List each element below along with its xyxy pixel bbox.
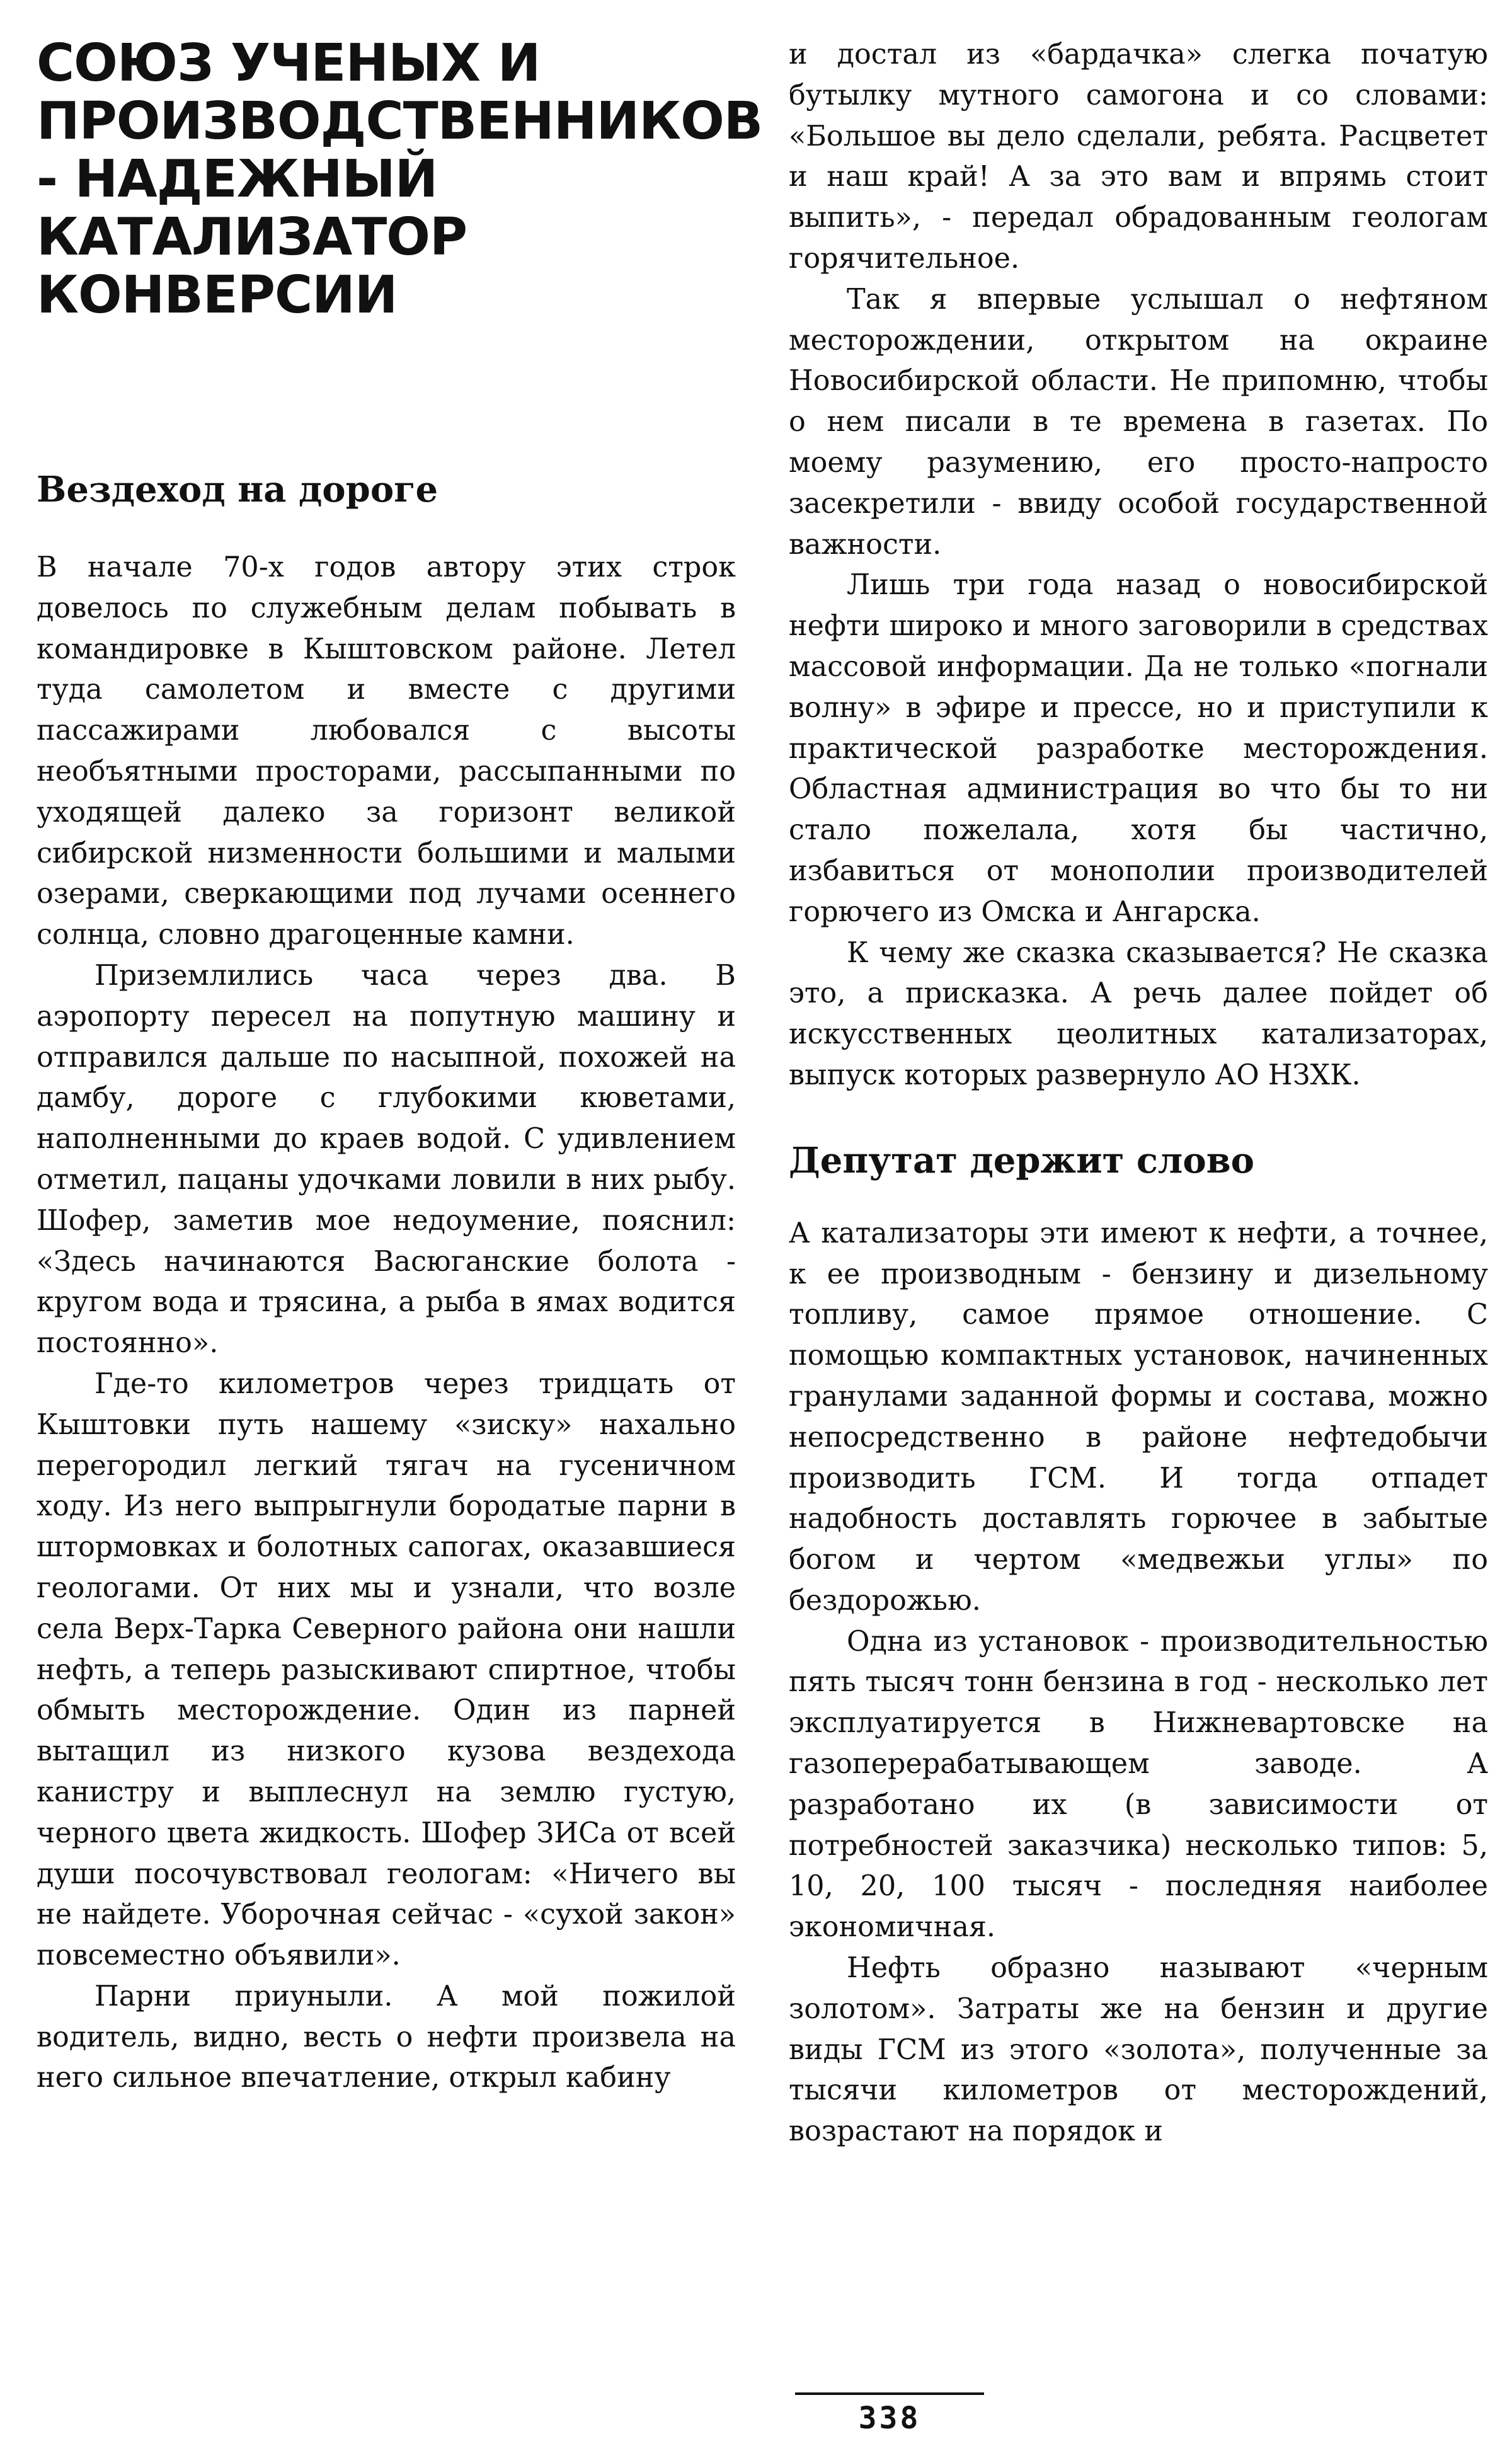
paragraph: Приземлились часа через два. В аэропорту пересел на попутную машину и отправился дальше по насыпной, похожей на дамбу, дороге с глубокими кюветами, наполненными до краев водой. С удивлением отметил, пацаны удочками ловили в них рыбу. Шофер, заметив мое недоумение, пояснил: «Здесь начинаются Васюганские болота - кругом вода и трясина, а рыба в ямах водится постоянно».	[37, 959, 736, 1360]
paragraph: К чему же сказка сказывается? Не сказка это, а присказка. А речь далее пойдет об искусственных цеолитных катализаторах, выпуск которых развернуло АО НЗХК.	[789, 936, 1488, 1091]
paragraph: Где-то километров через тридцать от Кыштовки путь нашему «зиску» нахально перегородил легкий тягач на гусеничном ходу. Из него выпрыгнули бородатые парни в штормовках и болотных сапогах, оказавшиеся геологами. От них мы и узнали, что возле села Верх-Тарка Северного района они нашли нефть, а теперь разыскивают спиртное, чтобы обмыть месторождение. Один из парней вытащил из низкого кузова вездехода канистру и выплеснул на землю густую, черного цвета жидкость. Шофер ЗИСа от всей души посочувствовал геологам: «Ничего вы не найдете. Уборочная сейчас - «сухой закон» повсеместно объявили».	[37, 1367, 736, 1972]
paragraph: А катализаторы эти имеют к нефти, а точнее, к ее производным - бензину и дизельному топливу, самое прямое отношение. С помощью компактных установок, начиненных гранулами заданной формы и состава, можно непосредственно в районе нефтедобычи производить ГСМ. И тогда отпадет надобность доставлять горючее в забытые богом и чертом «медвежьи углы» по бездорожью.	[789, 1217, 1488, 1617]
paragraph: Парни приуныли. А мой пожилой водитель, видно, весть о нефти произвела на него сильное впечатление, открыл кабину	[37, 1980, 736, 2094]
section-heading-deputat: Депутат держит слово	[789, 1139, 1255, 1181]
page-number: 338	[858, 2401, 921, 2436]
article-title: СОЮЗ УЧЕНЫХ И ПРОИЗВОДСТВЕННИКОВ - НАДЕЖНЫЙ КАТАЛИЗАТОР КОНВЕРСИИ	[37, 33, 763, 325]
paragraph: Так я впервые услышал о нефтяном месторождении, открытом на окраине Новосибирской области. Не припомню, чтобы о нем писали в те времена в газетах. По моему разумению, его просто-напросто засекретили - ввиду особой государственной важности.	[789, 283, 1488, 561]
paragraph: и достал из «бардачка» слегка початую бутылку мутного самогона и со словами: «Большое вы дело сделали, ребята. Расцветет и наш край! А за это вам и впрямь стоит выпить», - передал обрадованным геологам горячительное.	[789, 38, 1488, 275]
footer-divider	[795, 2392, 984, 2395]
left-column	[37, 33, 763, 2099]
paragraph: Нефть образно называют «черным золотом». Затраты же на бензин и другие виды ГСМ из этого «золота», полученные за тысячи километров от месторождений, возрастают на порядок и	[789, 1952, 1488, 2148]
section-heading-vezdehod: Вездеход на дороге	[37, 469, 438, 510]
paragraph: В начале 70-х годов автору этих строк довелось по служебным делам побывать в командировке в Кыштовском районе. Летел туда самолетом и вместе с другими пассажирами любовался с высоты необъятными просторами, рассыпанными по уходящей далеко за горизонт великой сибирской низменности большими и малыми озерами, сверкающими под лучами осеннего солнца, словно драгоценные камни.	[37, 551, 736, 951]
right-column	[789, 35, 1488, 2152]
paragraph: Лишь три года назад о новосибирской нефти широко и много заговорили в средствах массовой информации. Да не только «погнали волну» в эфире и прессе, но и приступили к практической разработке месторождения. Областная администрация во что бы то ни стало пожелала, хотя бы частично, избавиться от монополии производителей горючего из Омска и Ангарска.	[789, 569, 1488, 928]
paragraph: Одна из установок - производительностью пять тысяч тонн бензина в год - несколько лет эксплуатируется в Нижневартовске на газоперерабатывающем заводе. А разработано их (в зависимости от потребностей заказчика) несколько типов: 5, 10, 20, 100 тысяч - последняя наиболее экономичная.	[789, 1625, 1488, 1944]
